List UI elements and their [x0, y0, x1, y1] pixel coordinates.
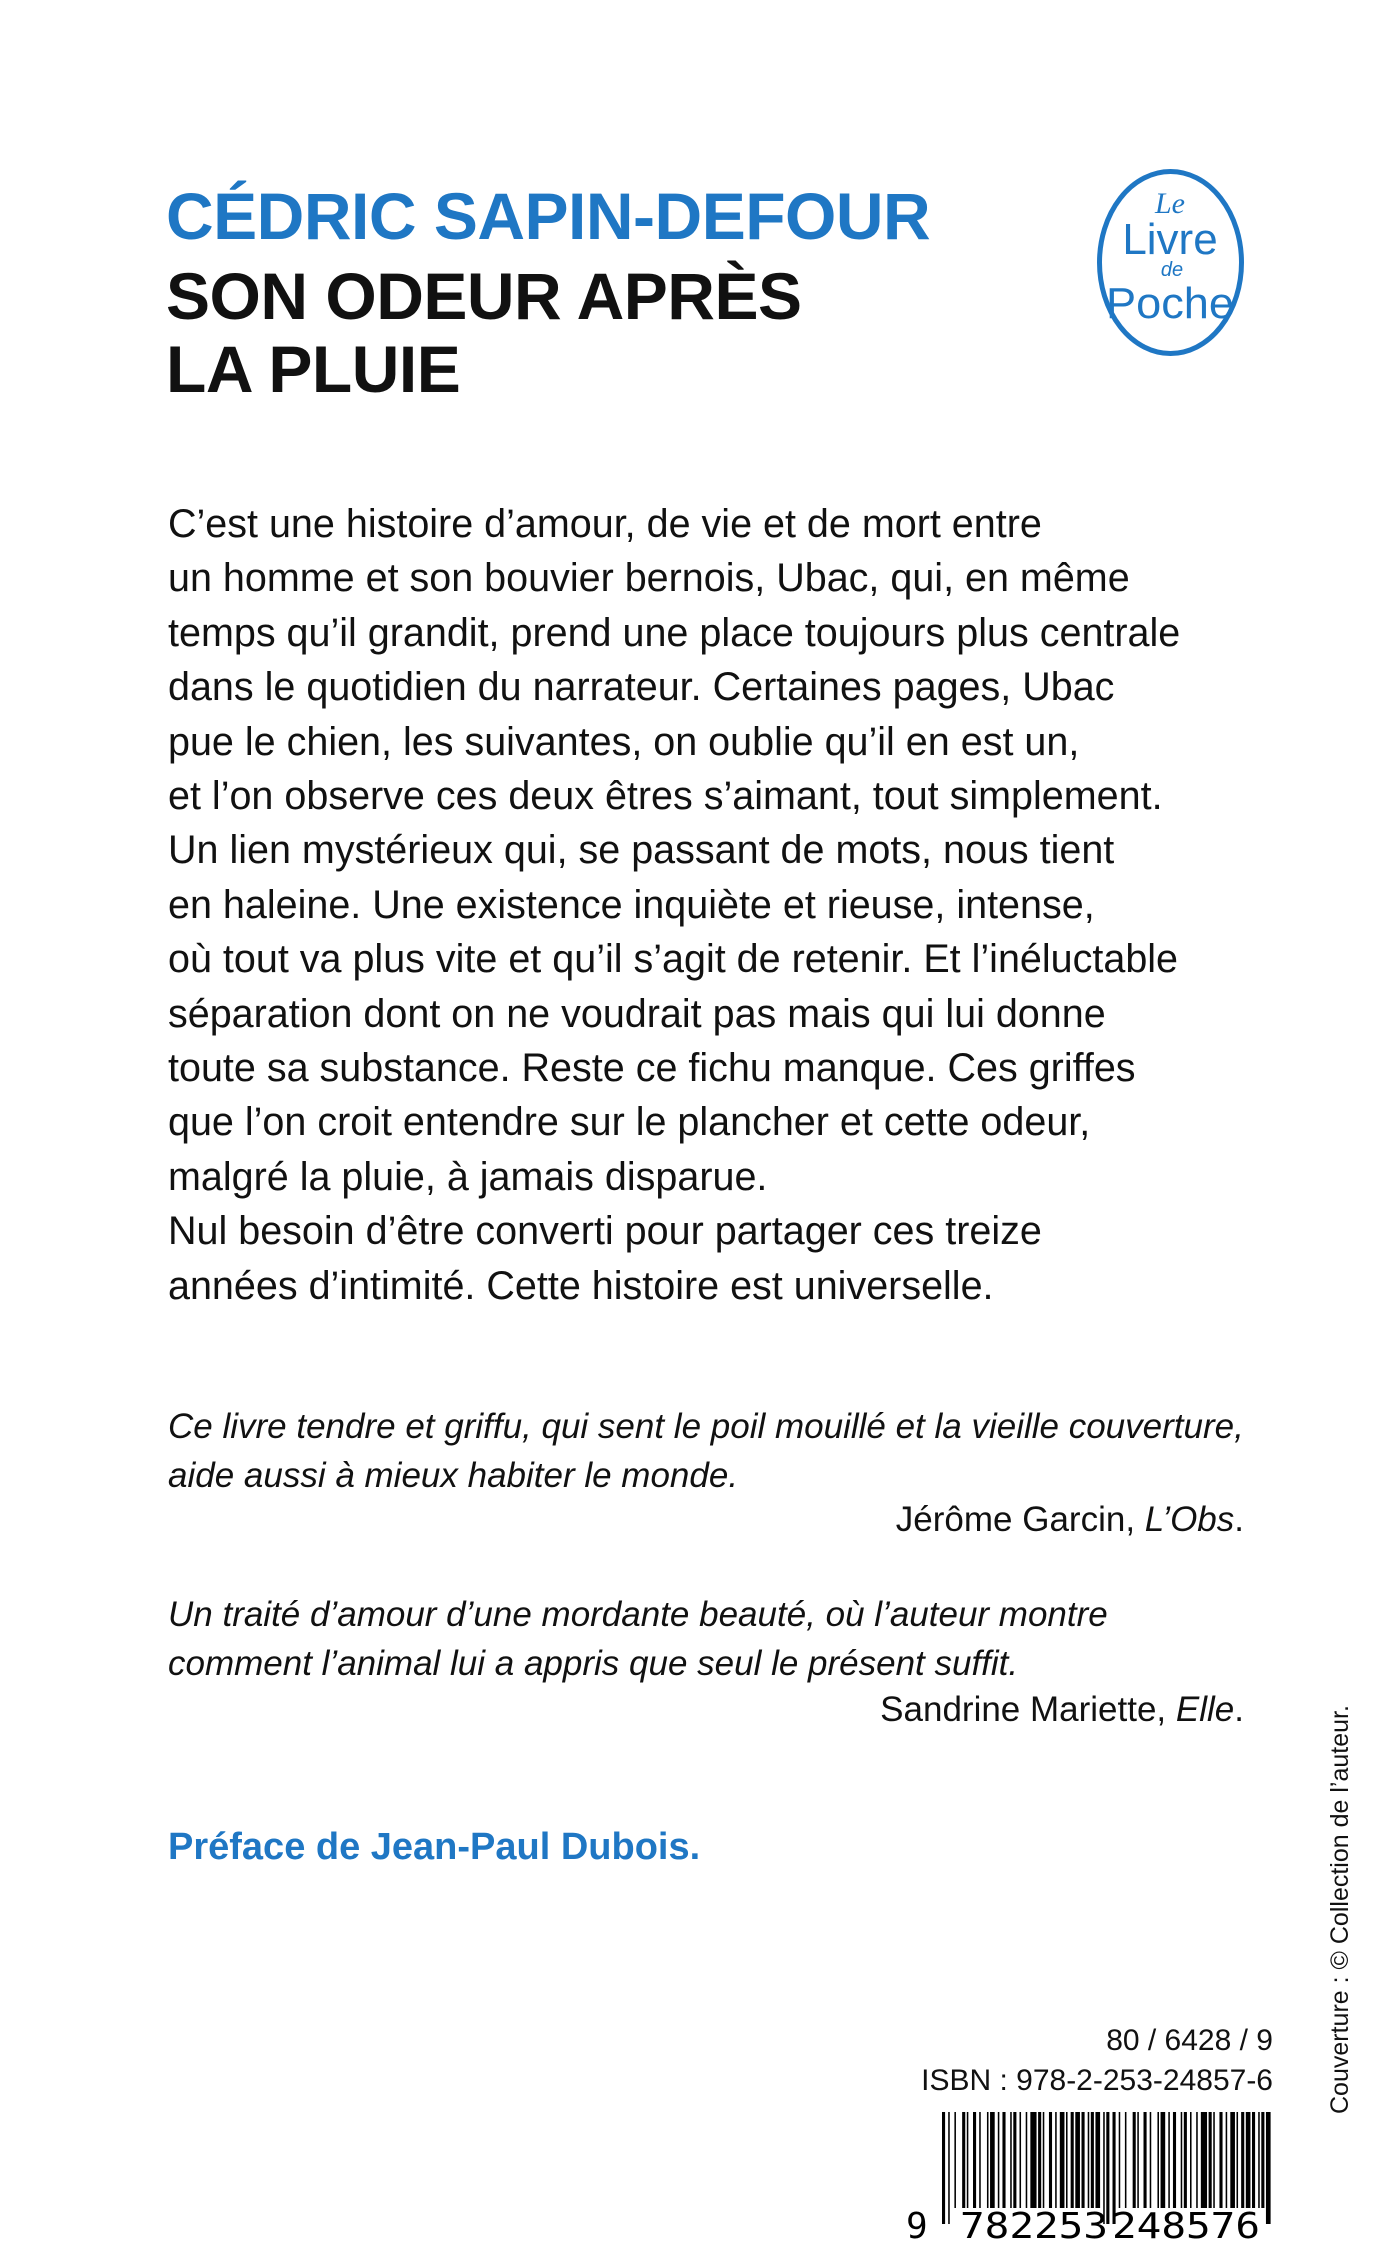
quote-author: Sandrine Mariette,	[880, 1690, 1176, 1729]
press-quote-1	[168, 1402, 1244, 1500]
blurb-line: que l’on croit entendre sur le plancher et cette odeur,	[168, 1100, 1091, 1145]
barcode-bar	[1161, 2112, 1166, 2208]
blurb-line: temps qu’il grandit, prend une place toujours plus centrale	[168, 610, 1181, 655]
barcode-bar	[1181, 2112, 1183, 2208]
barcode-bar	[987, 2112, 989, 2208]
barcode-bar	[1196, 2112, 1198, 2208]
quote-author: Jérôme Garcin,	[895, 1500, 1145, 1539]
quote-source: Elle	[1175, 1690, 1235, 1729]
quote-line: Un traité d’amour d’une mordante beauté, où l’auteur montre	[168, 1595, 1108, 1634]
quote-attribution-2	[880, 1690, 1244, 1730]
blurb-line: un homme et son bouvier bernois, Ubac, qui, en même	[168, 556, 1130, 601]
blurb-line: années d’intimité. Cette histoire est universelle.	[168, 1263, 994, 1308]
barcode-bar	[1241, 2112, 1244, 2208]
book-title-line-2: LA PLUIE	[166, 332, 461, 406]
blurb-line: et l’on observe ces deux êtres s’aimant, tout simplement.	[168, 774, 1163, 819]
barcode-bar	[948, 2112, 950, 2224]
barcode-bar	[1095, 2112, 1100, 2208]
cover-credit: Couverture : © Collection de l’auteur.	[1326, 1705, 1354, 2114]
barcode-digits-left: 782253	[960, 2206, 1108, 2242]
svg-text:Le: Le	[1155, 187, 1185, 220]
barcode-bar	[1246, 2112, 1251, 2208]
barcode-digit-first: 9	[906, 2206, 928, 2242]
book-title-line-1: SON ODEUR APRÈS	[166, 259, 802, 333]
barcode-bar	[967, 2112, 969, 2208]
barcode-bar	[1082, 2112, 1085, 2208]
barcode-bar	[1066, 2112, 1068, 2208]
preface-note: Préface de Jean-Paul Dubois.	[168, 1826, 701, 1868]
press-quote-2	[168, 1590, 1108, 1688]
barcode-bar	[1026, 2112, 1028, 2208]
isbn: ISBN : 978-2-253-24857-6	[921, 2064, 1273, 2097]
blurb	[168, 497, 1180, 1313]
barcode-bar	[1071, 2112, 1074, 2208]
barcode-bar	[973, 2112, 976, 2208]
barcode-bar	[1119, 2112, 1121, 2208]
barcode-bar	[954, 2112, 956, 2208]
quote-line: aide aussi à mieux habiter le monde.	[168, 1456, 739, 1495]
blurb-line: malgré la pluie, à jamais disparue.	[168, 1154, 768, 1199]
barcode-bar	[1137, 2112, 1139, 2208]
barcode-bar	[1209, 2112, 1212, 2208]
barcode-bar	[1144, 2112, 1147, 2208]
svg-text:Livre: Livre	[1122, 215, 1218, 264]
barcode-bar	[1030, 2112, 1036, 2208]
le-livre-de-poche-logo	[1096, 168, 1245, 357]
barcode-bar	[1088, 2112, 1090, 2208]
quote-end: .	[1234, 1500, 1244, 1539]
barcode-bar	[990, 2112, 995, 2208]
barcode-bar	[1237, 2112, 1239, 2208]
blurb-line: dans le quotidien du narrateur. Certaines pages, Ubac	[168, 665, 1115, 710]
barcode-bar	[1213, 2112, 1215, 2208]
blurb-line: où tout va plus vite et qu’il s’agit de retenir. Et l’inéluctable	[168, 937, 1179, 982]
barcode-bar	[1055, 2112, 1057, 2208]
blurb-line: C’est une histoire d’amour, de vie et de mort entre	[168, 502, 1042, 546]
barcode-bar	[1060, 2112, 1065, 2208]
barcode-bar	[1020, 2112, 1022, 2208]
barcode-bar	[1226, 2112, 1228, 2208]
quote-source: L’Obs	[1144, 1500, 1235, 1539]
blurb-line: séparation dont on ne voudrait pas mais qui lui donne	[168, 991, 1106, 1036]
barcode-bar	[979, 2112, 981, 2208]
barcode-bar	[1261, 2112, 1264, 2208]
barcode-bar	[1043, 2112, 1045, 2208]
barcode-bar	[1190, 2112, 1192, 2208]
barcode-bar	[1125, 2112, 1127, 2208]
quote-line: comment l’animal lui a appris que seul le présent suffit.	[168, 1644, 1019, 1683]
barcode-bar	[1038, 2112, 1041, 2208]
barcode-bar	[1013, 2112, 1016, 2208]
blurb-line: Nul besoin d’être converti pour partager ces treize	[168, 1209, 1042, 1254]
blurb-line: pue le chien, les suivantes, on oublie qu’il en est un,	[168, 719, 1080, 764]
barcode-bar	[1150, 2112, 1152, 2208]
barcode-bar	[1201, 2112, 1207, 2208]
blurb-line: toute sa substance. Reste ce fichu manque. Ces griffes	[168, 1046, 1136, 1091]
barcode-bar	[1266, 2112, 1271, 2224]
barcode-bar	[1184, 2112, 1187, 2208]
author-name: CÉDRIC SAPIN-DEFOUR	[166, 179, 931, 253]
barcode-bar	[1258, 2112, 1260, 2208]
barcode-bar	[1075, 2112, 1080, 2208]
svg-text:Poche: Poche	[1106, 279, 1234, 328]
barcode-bar	[998, 2112, 1000, 2208]
barcode-bar	[1173, 2112, 1176, 2208]
quote-line: Ce livre tendre et griffu, qui sent le poil mouillé et la vieille couverture,	[168, 1407, 1244, 1446]
barcode-bar	[1133, 2112, 1136, 2208]
barcode-bar	[1168, 2112, 1170, 2208]
quote-end: .	[1234, 1690, 1244, 1729]
barcode-bar	[1219, 2112, 1222, 2208]
catalog-code: 80 / 6428 / 9	[1106, 2024, 1273, 2057]
barcode-bar	[1157, 2112, 1159, 2208]
barcode-bar	[1230, 2112, 1235, 2208]
barcode-bar	[942, 2112, 945, 2224]
barcode-bar	[962, 2112, 965, 2208]
barcode-bar	[1049, 2112, 1052, 2208]
quote-attribution-1	[896, 1500, 1244, 1540]
barcode-bar	[1002, 2112, 1005, 2208]
blurb-line: Un lien mystérieux qui, se passant de mots, nous tient	[168, 828, 1115, 873]
barcode	[900, 2112, 1274, 2242]
svg-text:de: de	[1160, 259, 1184, 281]
barcode-bar	[1252, 2112, 1255, 2208]
barcode-bar	[1010, 2112, 1012, 2208]
barcode-bar	[1091, 2112, 1094, 2208]
barcode-digits-right: 248576	[1112, 2206, 1260, 2242]
blurb-line: en haleine. Une existence inquiète et rieuse, intense,	[168, 882, 1095, 927]
